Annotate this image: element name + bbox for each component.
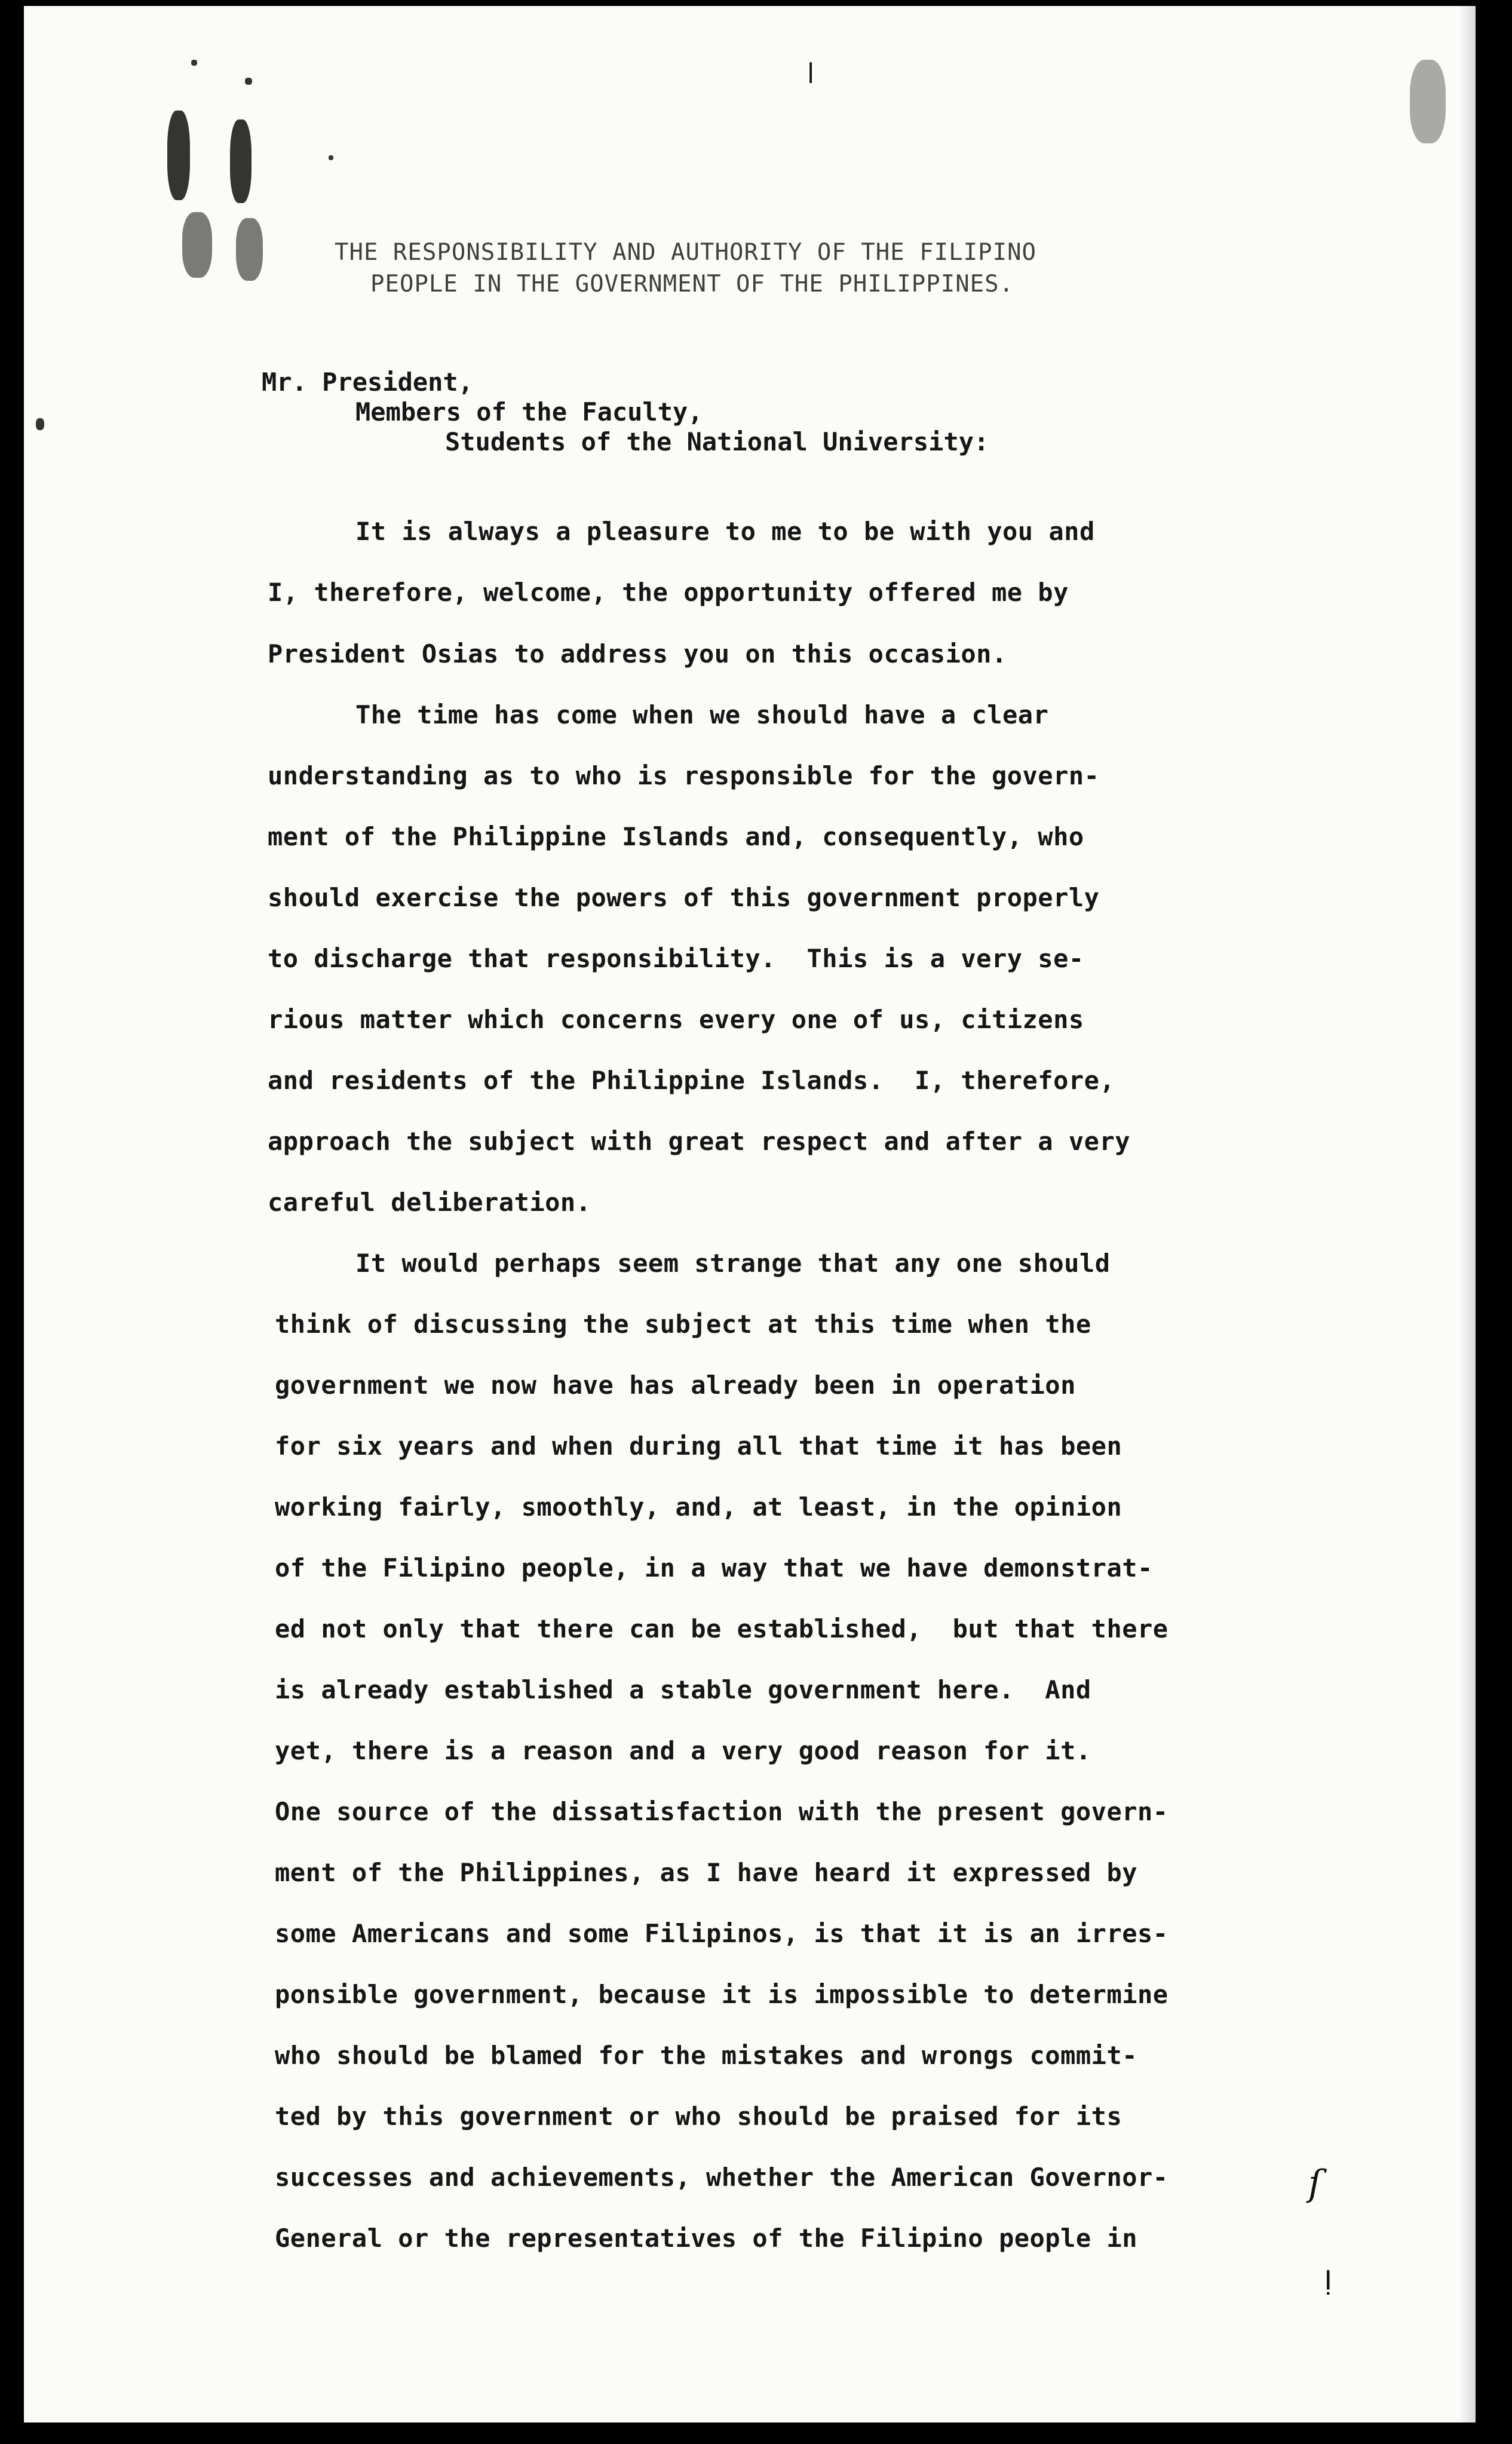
- salutation-line-2: Members of the Faculty,: [355, 397, 703, 427]
- body-line: yet, there is a reason and a very good reason for it.: [275, 1736, 1091, 1765]
- body-line: ponsible government, because it is impossible to determine: [275, 1980, 1168, 2009]
- title-line-2: PEOPLE IN THE GOVERNMENT OF THE PHILIPPINES.: [370, 271, 1014, 298]
- body-line: is already established a stable government here. And: [275, 1675, 1091, 1704]
- title-line-1: THE RESPONSIBILITY AND AUTHORITY OF THE FILIPINO: [335, 239, 1037, 266]
- body-line: successes and achievements, whether the American Governor-: [275, 2163, 1168, 2192]
- document-page: [24, 6, 1476, 2422]
- body-line: understanding as to who is responsible for the govern-: [268, 761, 1100, 790]
- ink-speck: [191, 60, 197, 66]
- ink-smudge: [236, 218, 263, 281]
- body-line: ment of the Philippine Islands and, consequently, who: [268, 822, 1084, 851]
- page-edge: [1458, 6, 1476, 2422]
- margin-mark: ſ: [1308, 2163, 1322, 2204]
- body-line: approach the subject with great respect and after a very: [268, 1127, 1131, 1156]
- body-line: It is always a pleasure to me to be with you and: [355, 517, 1095, 546]
- margin-mark: ǃ: [1323, 2264, 1333, 2303]
- body-line: ted by this government or who should be praised for its: [275, 2102, 1123, 2131]
- body-line: working fairly, smoothly, and, at least, in the opinion: [275, 1492, 1123, 1522]
- body-line: The time has come when we should have a clear: [355, 700, 1049, 729]
- body-line: who should be blamed for the mistakes and wrongs commit-: [275, 2041, 1138, 2070]
- body-line: think of discussing the subject at this time when the: [275, 1310, 1091, 1339]
- body-line: careful deliberation.: [268, 1188, 591, 1217]
- body-line: should exercise the powers of this government properly: [268, 883, 1100, 912]
- ink-speck: [36, 418, 44, 430]
- body-line: General or the representatives of the Filipino people in: [275, 2224, 1138, 2253]
- body-line: to discharge that responsibility. This is a very se-: [268, 944, 1084, 973]
- ink-smudge: [167, 111, 190, 200]
- body-line: It would perhaps seem strange that any one should: [355, 1249, 1111, 1278]
- salutation-line-3: Students of the National University:: [445, 427, 989, 456]
- margin-mark: ǀ: [806, 57, 815, 90]
- ink-smudge: [230, 119, 252, 203]
- body-line: ment of the Philippines, as I have heard it expressed by: [275, 1858, 1138, 1887]
- ink-smudge: [182, 212, 212, 278]
- body-line: One source of the dissatisfaction with the present govern-: [275, 1797, 1168, 1826]
- ink-speck: [245, 78, 252, 85]
- body-line: and residents of the Philippine Islands. I, therefore,: [268, 1066, 1115, 1095]
- body-line: some Americans and some Filipinos, is that it is an irres-: [275, 1919, 1168, 1948]
- body-line: government we now have has already been in operation: [275, 1370, 1076, 1400]
- body-line: ed not only that there can be established, but that there: [275, 1614, 1168, 1643]
- ink-speck: [329, 155, 333, 160]
- body-line: of the Filipino people, in a way that we have demonstrat-: [275, 1553, 1153, 1583]
- body-line: President Osias to address you on this occasion.: [268, 639, 1007, 669]
- ink-speck: [1410, 60, 1446, 143]
- salutation-line-1: Mr. President,: [262, 367, 474, 397]
- body-line: for six years and when during all that time it has been: [275, 1431, 1123, 1461]
- body-line: I, therefore, welcome, the opportunity offered me by: [268, 578, 1069, 607]
- body-line: rious matter which concerns every one of us, citizens: [268, 1005, 1084, 1034]
